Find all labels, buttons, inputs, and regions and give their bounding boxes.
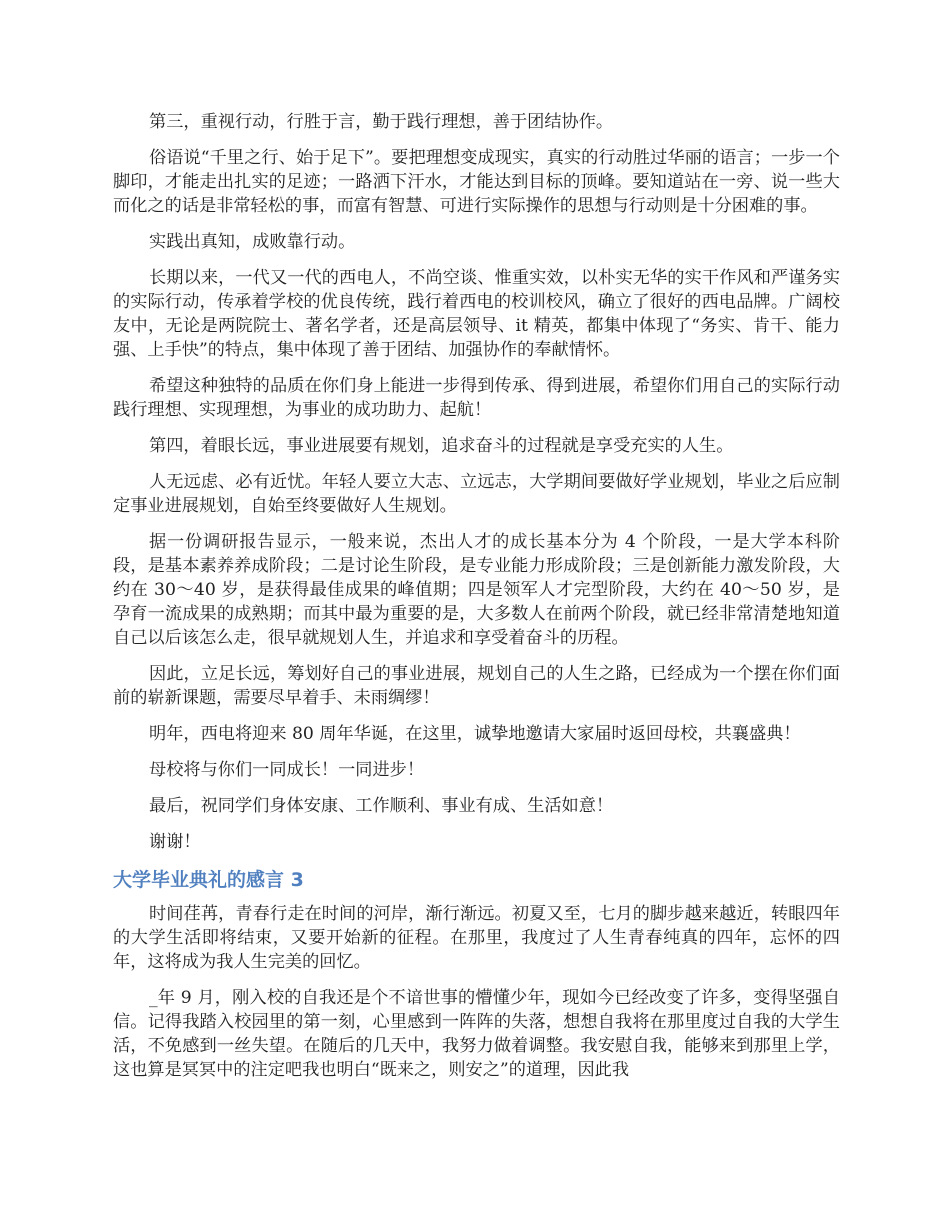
paragraph: 因此，立足长远，筹划好自己的事业进展，规划自己的人生之路，已经成为一个摆在你们面前的崭新课题，需要尽早着手、未雨绸缪！ [113, 664, 840, 708]
paragraph: 实践出真知，成败靠行动。 [149, 232, 356, 252]
section-heading: 大学毕业典礼的感言 3 [113, 869, 304, 891]
paragraph: 俗语说“千里之行、始于足下”。要把理想变成现实，真实的行动胜过华丽的语言；一步一个脚印，才能走出扎实的足迹；一路洒下汗水，才能达到目标的顶峰。要知道站在一旁、说一些大而化之的话是非常轻松的事，而富有智慧、可进行实际操作的思想与行动则是十分困难的事。 [113, 148, 840, 216]
paragraph: 谢谢！ [149, 832, 201, 852]
paragraph: _年 9 月，刚入校的自我还是个不谙世事的懵懂少年，现如今已经改变了许多，变得坚强自信。记得我踏入校园里的第一刻，心里感到一阵阵的失落，想想自我将在那里度过自我的大学生活，不免感到一丝失望。在随后的几天中，我努力做着调整。我安慰自我，能够来到那里上学，这也算是冥冥中的注定吧我也明白“既来之，则安之”的道理，因此我 [113, 988, 840, 1080]
paragraph: 人无远虑、必有近忧。年轻人要立大志、立远志，大学期间要做好学业规划，毕业之后应制定事业进展规划，自始至终要做好人生规划。 [113, 472, 840, 516]
paragraph: 时间荏苒，青春行走在时间的河岸，渐行渐远。初夏又至，七月的脚步越来越近，转眼四年的大学生活即将结束，又要开始新的征程。在那里，我度过了人生青春纯真的四年，忘怀的四年，这将成为我人生完美的回忆。 [113, 904, 840, 972]
paragraph: 最后，祝同学们身体安康、工作顺利、事业有成、生活如意！ [149, 796, 614, 816]
paragraph: 据一份调研报告显示，一般来说，杰出人才的成长基本分为 4 个阶段，一是大学本科阶段，是基本素养养成阶段；二是讨论生阶段，是专业能力形成阶段；三是创新能力激发阶段，大约在 30～40 岁，是获得最佳成果的峰值期；四是领军人才完型阶段，大约在 40～50 岁，是孕育一流成果的成熟期；而其中最为重要的是，大多数人在前两个阶段，就已经非常清楚地知道自己以后该怎么走，很早就规划人生，并追求和享受着奋斗的历程。 [113, 532, 840, 648]
document-body [113, 110, 840, 1094]
paragraph: 第三，重视行动，行胜于言，勤于践行理想，善于团结协作。 [149, 112, 614, 132]
paragraph: 母校将与你们一同成长！一同进步！ [149, 760, 425, 780]
paragraph: 长期以来，一代又一代的西电人，不尚空谈、惟重实效，以朴实无华的实干作风和严谨务实的实际行动，传承着学校的优良传统，践行着西电的校训校风，确立了很好的西电品牌。广阔校友中，无论是两院院士、著名学者，还是高层领导、it 精英，都集中体现了“务实、肯干、能力强、上手快”的特点，集中体现了善于团结、加强协作的奉献情怀。 [113, 268, 840, 360]
paragraph: 希望这种独特的品质在你们身上能进一步得到传承、得到进展，希望你们用自己的实际行动践行理想、实现理想，为事业的成功助力、起航！ [113, 376, 840, 420]
paragraph: 明年，西电将迎来 80 周年华诞，在这里，诚挚地邀请大家届时返回母校，共襄盛典！ [149, 724, 801, 744]
paragraph: 第四，着眼长远，事业进展要有规划，追求奋斗的过程就是享受充实的人生。 [149, 436, 734, 456]
